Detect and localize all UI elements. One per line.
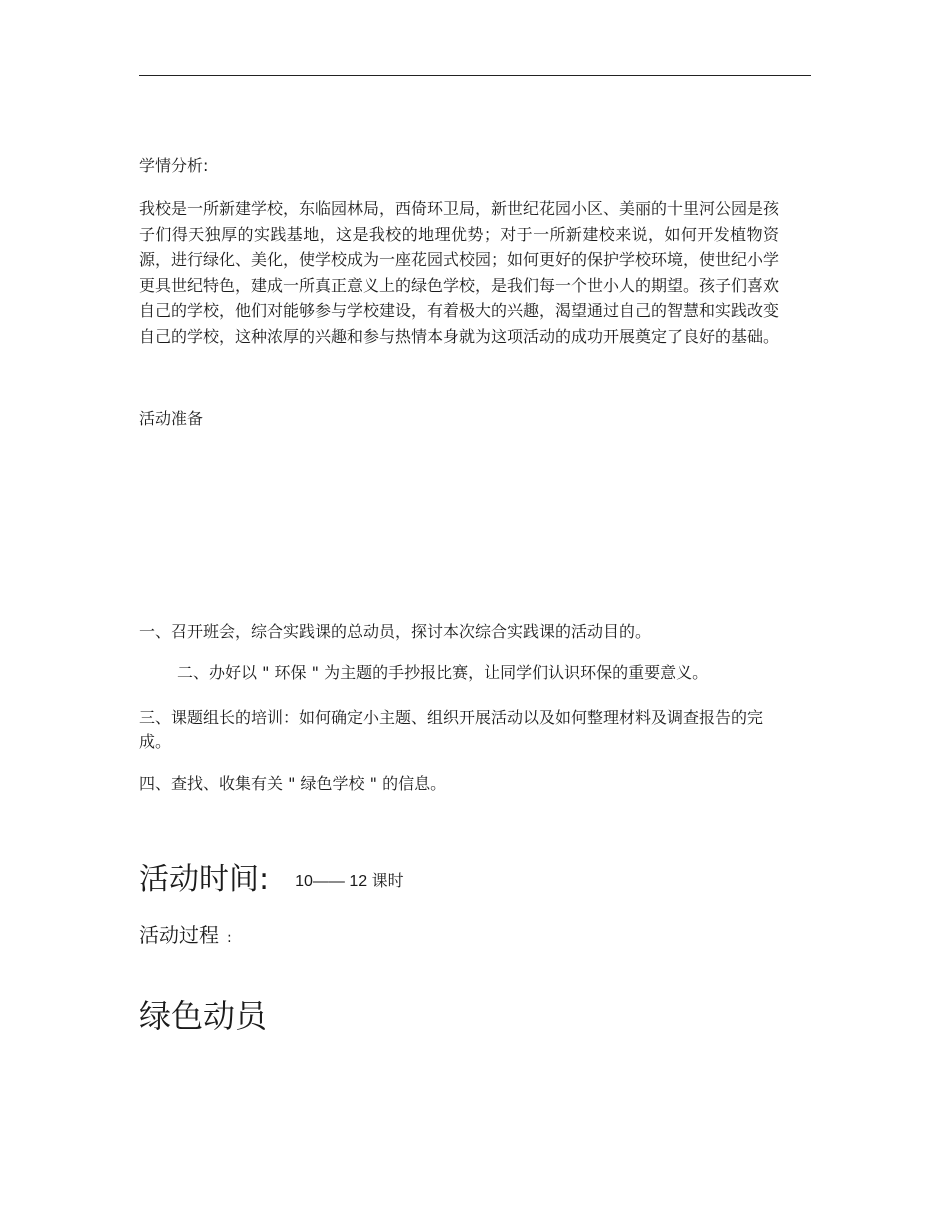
activity-process-colon: : [227, 930, 232, 946]
preparation-item-3: 三、课题组长的培训：如何确定小主题、组织开展活动以及如何整理材料及调查报告的完成。 [139, 708, 764, 751]
activity-time [139, 862, 404, 900]
analysis-label: 学情分析: [139, 156, 209, 175]
preparation-item-4: 四、查找、收集有关 " 绿色学校 " 的信息。 [139, 774, 447, 793]
activity-process [139, 922, 232, 951]
activity-process-label: 活动过程 [139, 923, 219, 947]
preparation-item-2: 二、办好以 " 环保 " 为主题的手抄报比赛，让同学们认识环保的重要意义。 [177, 663, 709, 682]
header-rule [139, 75, 811, 76]
preparation-item-1: 一、召开班会，综合实践课的总动员，探讨本次综合实践课的活动目的。 [139, 622, 652, 641]
activity-time-value: 10—— 12 课时 [295, 873, 404, 890]
preparation-label: 活动准备 [139, 409, 204, 428]
activity-time-label: 活动时间: [139, 862, 270, 897]
analysis-paragraph: 我校是一所新建学校，东临园林局，西倚环卫局，新世纪花园小区、美丽的十里河公园是孩子们得天独厚的实践基地，这是我校的地理优势；对于一所新建校来说，如何开发植物资源，进行绿化、美化，使学校成为一座花园式校园；如何更好的保护学校环境，使世纪小学更具世纪特色，建成一所真正意义上的绿色学校，是我们每一个世小人的期望。孩子们喜欢自己的学校，他们对能够参与学校建设，有着极大的兴趣，渴望通过自己的智慧和实践改变自己的学校，这种浓厚的兴趣和参与热情本身就为这项活动的成功开展奠定了良好的基础。 [139, 199, 780, 346]
section-title: 绿色动员 [139, 997, 268, 1035]
